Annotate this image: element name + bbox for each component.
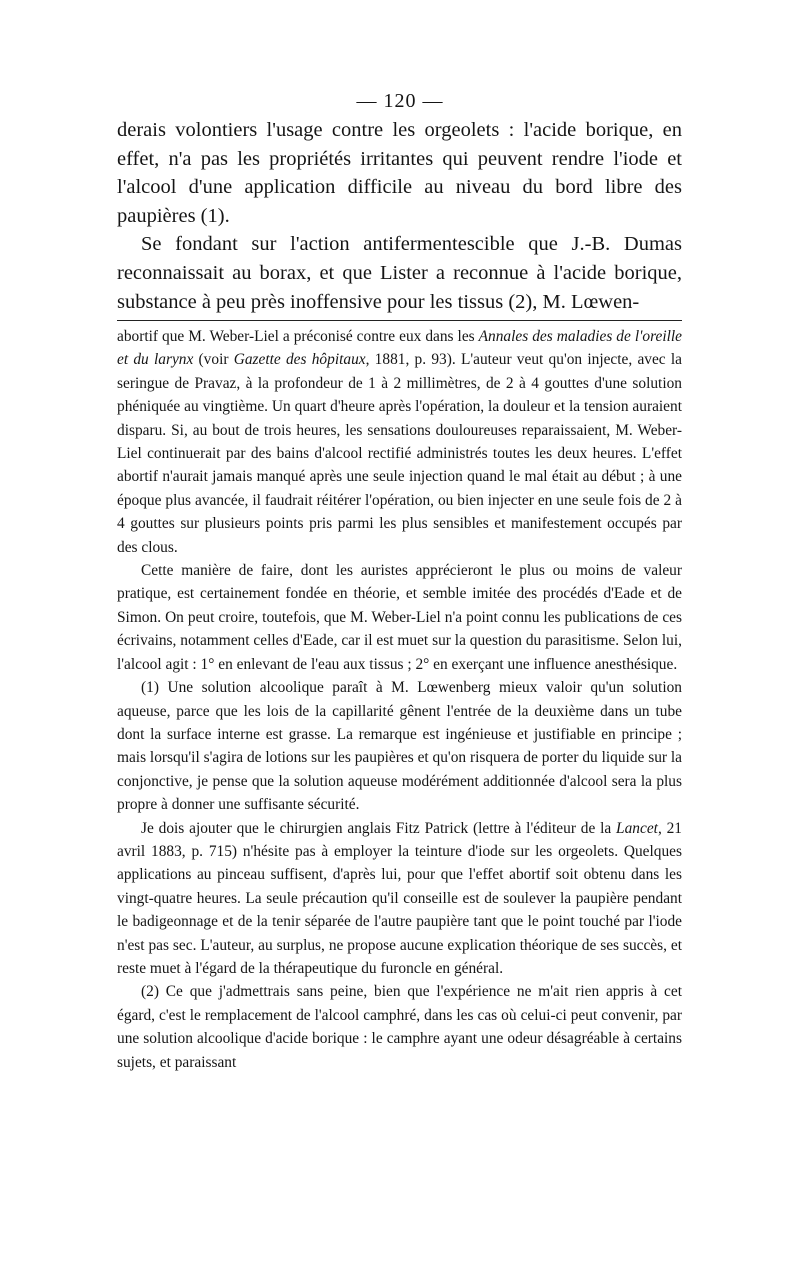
footnote-text: (voir [193,351,234,369]
footnotes [117,325,682,1074]
footnote-separator [117,320,682,321]
footnote-continued [117,325,682,559]
main-paragraph: Se fondant sur l'action antifermentescible que J.-B. Dumas reconnaissait au borax, et que Lister a reconnue à l'acide borique, substance à peu près inoffensive pour les tissus (2), M. Lœwen- [117,233,682,313]
journal-title: Lancet [616,819,658,837]
journal-title: Annales des maladies de l'oreille et du larynx [117,328,682,369]
footnote-text: abortif que M. Weber-Liel a préconisé contre eux dans les [117,328,479,345]
footnote-2: (2) Ce que j'admettrais sans peine, bien que l'expérience ne m'ait rien appris à cet égard, c'est le remplacement de l'alcool camphré, dans les cas où celui-ci peut convenir, par une solution alcoolique d'acide borique : le camphre ayant une odeur désagréable à certains sujets, et paraissant [117,983,682,1071]
page-number: — 120 — [356,90,444,112]
footnote-text: , 21 avril 1883, p. 715) n'hésite pas à employer la teinture d'iode sur les orgeolets. Quelques applications au pinceau suffisent, d'après lui, pour que l'effet abortif soit obtenu dans les vingt-quatre heures. La seule précaution qu'il conseille est de soulever la paupière pendant le badigeonnage et de la tenir séparée de l'autre paupière tant que le point touché par l'iode n'est pas sec. L'auteur, au surplus, ne propose aucune explication théorique de ses succès, et reste muet à l'égard de la thérapeutique du furoncle en général. [117,819,682,977]
footnote-text: , 1881, p. 93). L'auteur veut qu'on injecte, avec la seringue de Pravaz, à la profondeur de 1 à 2 millimètres, de 2 à 4 gouttes d'une solution phéniquée au vingtième. Un quart d'heure après l'opération, la douleur et la tension auraient disparu. Si, au bout de trois heures, les sensations douloureuses reparaissaient, M. Weber-Liel continuerait par des bains d'alcool rectifié administrés toutes les deux heures. L'effet abortif n'aurait jamais manqué après une seule injection quand le mal était au début ; à une époque plus avancée, il faudrait réitérer l'opération, ou bien injecter en une seule fois de 2 à 4 gouttes sur plusieurs points pris parmi les plus sensibles et manifestement occupés par des clous. [117,351,682,556]
footnote-paragraph: Cette manière de faire, dont les auristes apprécieront le plus ou moins de valeur pratique, est certainement fondée en théorie, et semble imitée des procédés d'Eade et de Simon. On peut croire, toutefois, que M. Weber-Liel n'a point connu les publications de ces écrivains, notamment celles d'Eade, car il est muet sur la question du parasitisme. Selon lui, l'alcool agit : 1° en enlevant de l'eau aux tissus ; 2° en exerçant une influence anesthésique. [117,562,682,673]
main-paragraph-continued: derais volontiers l'usage contre les orgeolets : l'acide borique, en effet, n'a pas les propriétés irritantes qui peuvent rendre l'iode et l'alcool d'une application difficile au niveau du bord libre des paupières (1). [117,119,682,227]
footnote-1: (1) Une solution alcoolique paraît à M. Lœwenberg mieux valoir qu'un solution aqueuse, parce que les lois de la capillarité gênent l'entrée de la deuxième dans un tube dont la surface interne est grasse. La remarque est ingénieuse et justifiable en principe ; mais lorsqu'il s'agira de lotions sur les paupières et qu'on risquera de porter du liquide sur la conjonctive, je pense que la solution aqueuse modérément additionnée d'alcool sera la plus propre à donner une suffisante sécurité. [117,679,682,814]
footnote-1-addendum [117,817,682,981]
footnote-text: Je dois ajouter que le chirurgien anglais Fitz Patrick (lettre à l'éditeur de la [141,819,617,837]
journal-title: Gazette des hôpitaux [233,351,366,369]
main-text [117,116,682,316]
